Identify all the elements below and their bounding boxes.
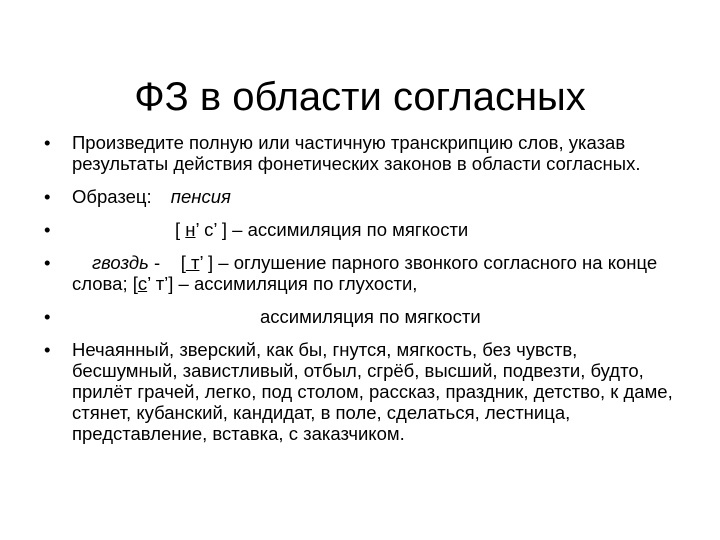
example-label: Образец: [72, 186, 152, 207]
gvozd-open: [ [180, 252, 186, 273]
bullet-instruction [44, 132, 684, 174]
bullet-example-label [44, 186, 684, 207]
bullet-marker: • [44, 132, 51, 153]
gvozd-explanation: – оглушение парного звонкого согласного на конце слова; [ [72, 252, 658, 294]
instruction-text: Произведите полную или частичную транскрипцию слов, указав результаты действия фонетических законов в области согласных. [72, 132, 641, 174]
gvozd-s: с [137, 273, 148, 294]
transcription-explanation: – ассимиляция по мягкости [227, 219, 469, 240]
gvozd-t: т [185, 252, 200, 273]
gvozd-t-close: ’ ] [199, 252, 214, 273]
example-word-gvozd: гвоздь [92, 252, 149, 273]
slide-title: ФЗ в области согласных [134, 74, 586, 119]
bullet-marker: • [44, 186, 51, 207]
bullet-marker: • [44, 252, 51, 273]
bullet-marker: • [44, 306, 51, 327]
bullet-marker: • [44, 219, 51, 240]
bullet-assimilation-softness [44, 306, 684, 327]
gvozd-dash: - [148, 252, 161, 273]
transcription-n: н [185, 219, 196, 240]
transcription-open: [ [175, 219, 181, 240]
assimilation-softness-text: ассимиляция по мягкости [260, 306, 481, 327]
word-list-text: Нечаянный, зверский, как бы, гнутся, мягкость, без чувств, бесшумный, завистливый, отбыл, сгрёб, высший, подвезти, будто, прилёт грачей, легко, под столом, рассказ, праздник, детство, к даме, стянет, кубанский, кандидат, в поле, сделаться, лестница, представление, вставка, с заказчиком. [72, 339, 673, 444]
gvozd-explanation-2: ’ т’] – ассимиляция по глухости, [147, 273, 418, 294]
bullet-marker: • [44, 339, 51, 360]
bullet-word-list [44, 339, 684, 444]
bullet-example-gvozd [44, 252, 684, 294]
transcription-rest: ’ с’ ] [195, 219, 228, 240]
bullet-example-transcription [44, 219, 684, 240]
bullet-list [44, 132, 684, 456]
example-word: пенсия [170, 186, 231, 207]
